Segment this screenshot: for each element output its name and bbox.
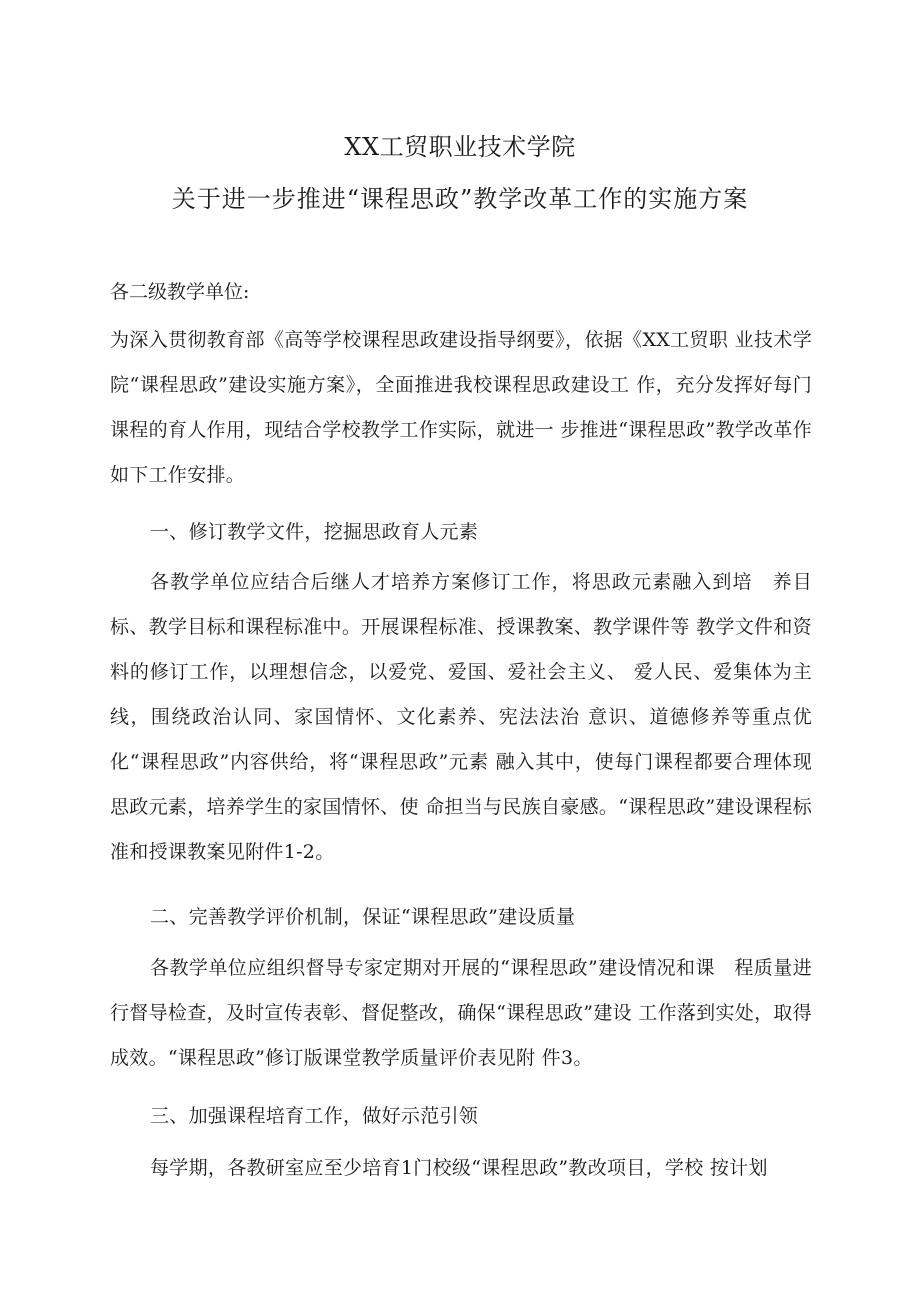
section-3-heading: 三、加强课程培育工作，做好示范引领 [150,1105,479,1127]
section-1-heading: 一、修订教学文件，挖掘思政育人元素 [150,521,479,543]
section-2-body: 各教学单位应组织督导专家定期对开展的“课程思政”建设情况和课 程质量进行督导检查，及时宣传表彰、督促整改，确保“课程思政”建设 工作落到实处，取得成效。“课程思政”修订版课堂教学质量评价表见附 件3。 [110,957,812,1069]
salutation: 各二级教学单位: [110,281,250,303]
section-2-heading: 二、完善教学评价机制，保证“课程思政”建设质量 [150,906,576,928]
document-title-institution: XX工贸职业技术学院 [344,133,576,161]
section-1-body: 各教学单位应结合后继人才培养方案修订工作，将思政元素融入到培 养目标、教学目标和课程标准中。开展课程标准、授课教案、教学课件等 教学文件和资料的修订工作，以理想信念，以爱党、爱国、爱社会主义、 爱人民、爱集体为主线，围绕政治认同、家国情怀、文化素养、宪法法治 意识、道德修养等重点优化“课程思政”内容供给，将“课程思政”元素 融入其中，使每门课程都要合理体现思政元素，培养学生的家国情怀、使 命担当与民族自豪感。“课程思政”建设课程标准和授课教案见附件1-2。 [110,571,812,863]
document-title-main: 关于进一步推进“课程思政”教学改革工作的实施方案 [171,185,749,213]
section-3-body: 每学期，各教研室应至少培育1门校级“课程思政”教改项目，学校 按计划 [150,1157,768,1179]
intro-paragraph: 为深入贯彻教育部《高等学校课程思政建设指导纲要》，依据《XX工贸职 业技术学院“课程思政”建设实施方案》，全面推进我校课程思政建设工 作，充分发挥好每门课程的育人作用，现结合学校教学工作实际，就进一 步推进“课程思政”教学改革作如下工作安排。 [110,329,812,486]
